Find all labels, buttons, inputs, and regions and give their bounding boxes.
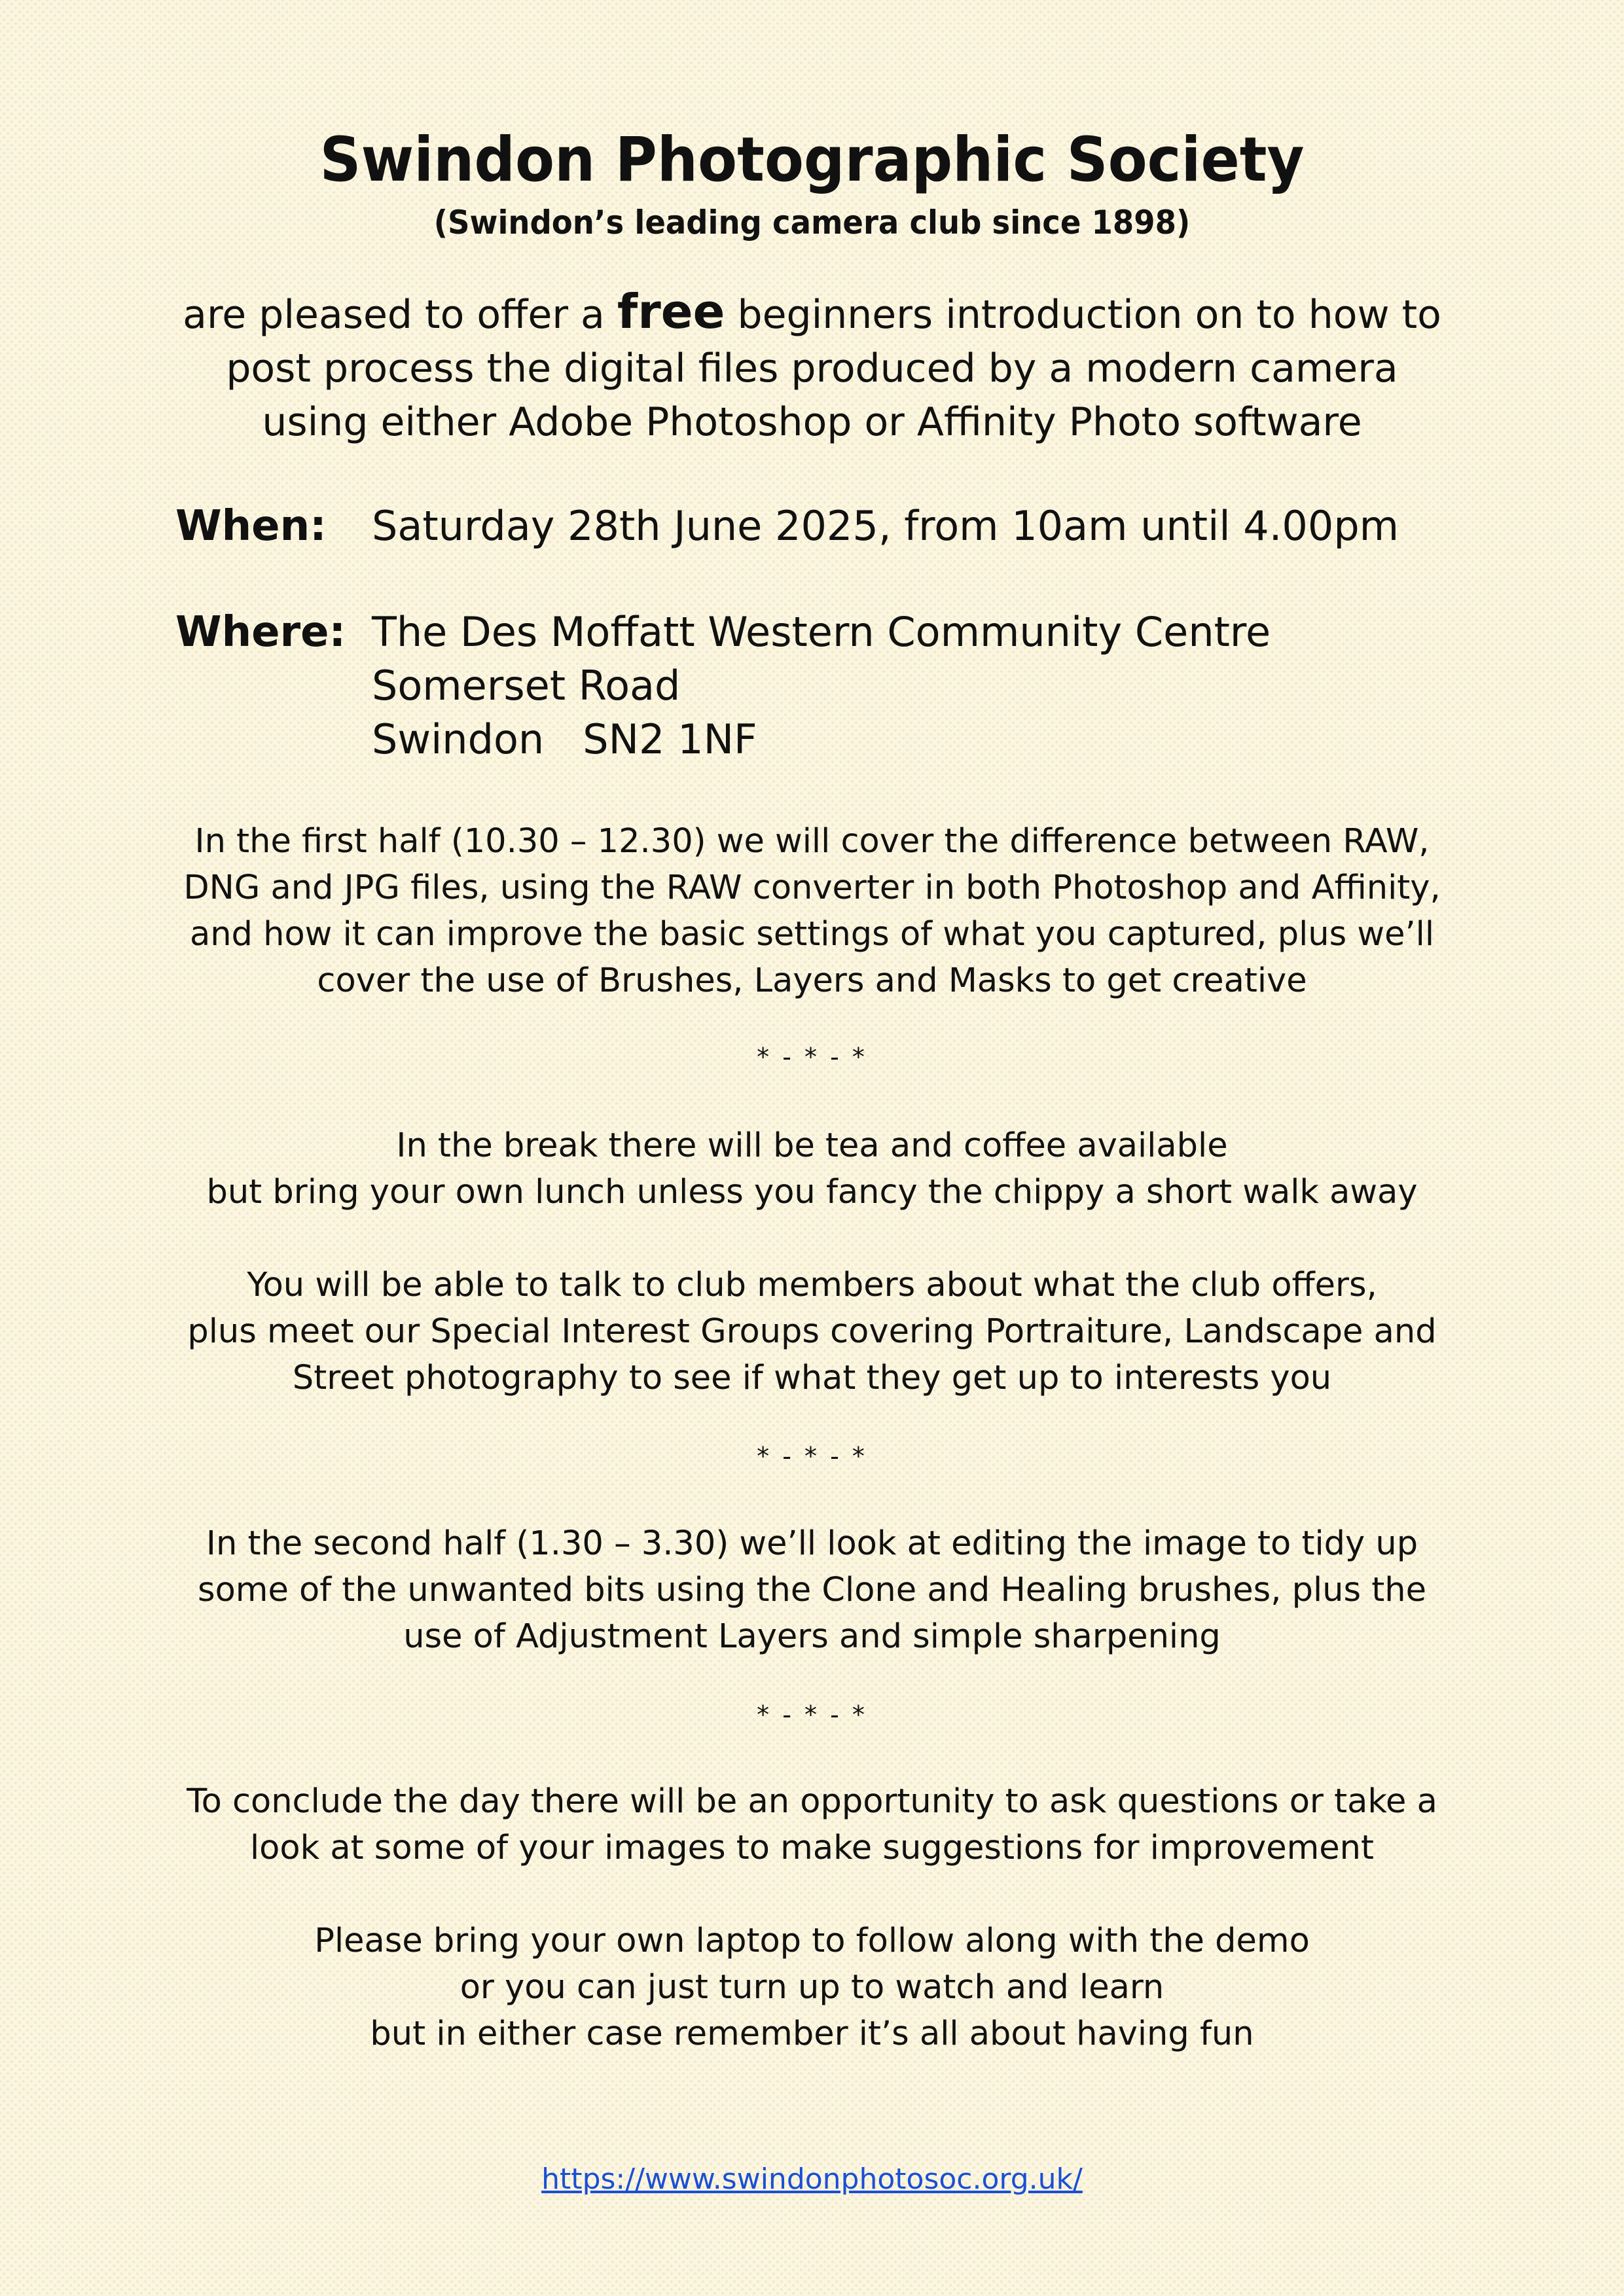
break-line: but bring your own lunch unless you fancy the chippy a short walk away [206,1173,1418,1211]
where-line-1: The Des Moffatt Western Community Centre [372,608,1271,656]
members-line: Street photography to see if what they get up to interests you [292,1359,1332,1397]
first-half-paragraph [0,818,1624,1004]
separator: * - * - * [757,1700,867,1729]
second-half-line: some of the unwanted bits using the Clone and Healing brushes, plus the [198,1571,1426,1609]
intro-paragraph [0,285,1624,449]
first-half-line: and how it can improve the basic settings of what you captured, plus we’ll [189,915,1435,954]
first-half-line: DNG and JPG files, using the RAW converter in both Photoshop and Affinity, [183,869,1441,907]
second-half-line: In the second half (1.30 – 3.30) we’ll look at editing the image to tidy up [206,1524,1418,1563]
conclude-line: look at some of your images to make suggestions for improvement [250,1829,1374,1867]
where-line-2: Somerset Road [372,662,681,709]
where-label: Where: [175,608,346,656]
intro-line-3: using either Adobe Photoshop or Affinity Photo software [262,399,1362,445]
laptop-paragraph [0,1918,1624,2057]
website-link[interactable]: https://www.swindonphotosoc.org.uk/ [541,2162,1083,2196]
second-half-line: use of Adjustment Layers and simple sharpening [403,1617,1221,1656]
when-label: When: [175,502,327,550]
break-line: In the break there will be tea and coffee available [396,1126,1228,1165]
intro-line-1 [0,285,1624,342]
laptop-line: but in either case remember it’s all about having fun [370,2015,1254,2053]
first-half-line: cover the use of Brushes, Layers and Masks to get creative [317,961,1307,1000]
page-subtitle: (Swindon’s leading camera club since 1898) [433,204,1191,242]
members-paragraph [0,1262,1624,1401]
when-value: Saturday 28th June 2025, from 10am until 4.00pm [372,502,1399,550]
intro-suffix: beginners introduction on to how to [725,292,1441,338]
members-line: plus meet our Special Interest Groups covering Portraiture, Landscape and [187,1312,1437,1351]
conclude-paragraph [0,1778,1624,1871]
footer [0,2160,1624,2199]
intro-free-word: free [617,284,725,339]
laptop-line: or you can just turn up to watch and learn [460,1968,1164,2007]
intro-prefix: are pleased to offer a [183,292,617,338]
first-half-line: In the first half (10.30 – 12.30) we will cover the difference between RAW, [194,822,1430,861]
conclude-line: To conclude the day there will be an opportunity to ask questions or take a [187,1782,1437,1821]
break-paragraph [0,1122,1624,1215]
where-line-3: Swindon SN2 1NF [372,715,757,763]
second-half-paragraph [0,1520,1624,1660]
laptop-line: Please bring your own laptop to follow along with the demo [314,1922,1310,1960]
separator: * - * - * [757,1043,867,1071]
separator: * - * - * [757,1442,867,1471]
members-line: You will be able to talk to club members about what the club offers, [247,1266,1377,1304]
intro-line-2: post process the digital files produced by a modern camera [226,346,1398,391]
page-title: Swindon Photographic Society [319,124,1305,196]
